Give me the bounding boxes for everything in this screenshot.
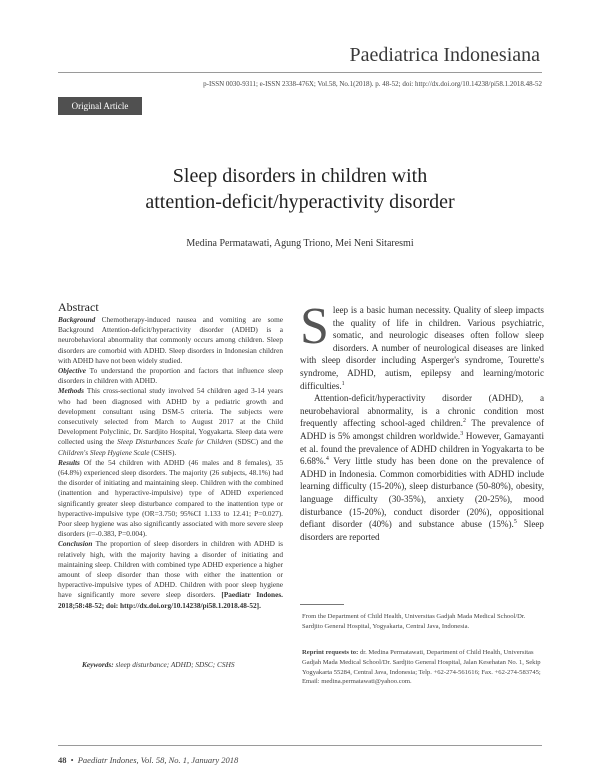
paragraph-2-text-d: Very little study has been done on the prevalence of ADHD in Indonesia. Common comorbidities with ADHD include learning difficulty (15-20%), sleep disturbance (50-80%), obesity, language difficulty (30-35%), anxiety (20-25%), mood disturbance (15-20%), conduct disorder (20%), oppositional defiant disorder (40%) and substance abuse (15%). [300,456,544,530]
reference-1: 1 [341,380,345,387]
citation-doi-link[interactable]: [Paediatr Indones. 2018;58:48-52; doi: http://dx.doi.org/10.14238/pi58.1.2018.48-52]. [58,590,283,610]
results-text: Of the 54 children with ADHD (46 males and 8 females), 35 (64.8%) experienced sleep disorders. The majority (26 subjects, 48.1%) had the disorder of initiating and maintaining sleep. Children with the combined (inattention and hyperactive-impulsive) type of ADHD experienced significantly greater sleep disturbance compared to the inattention type or hyperactive-impulsive type (OR=3.750; 95%CI 1.133 to 12.41; P=0.027). Poor sleep hygiene was also significantly associated with more severe sleep disorders (r=-0.383, P=0.004). [58,457,283,539]
paragraph-2-text-e: Sleep disorders are reported [300,519,544,542]
paragraph-1-text: leep is a basic human necessity. Quality of sleep impacts the quality of life in children. Various psychiatric, somatic, and neurologic diseases often follow sleep disorders. A number of neurological diseases are linked with sleep disorder including Asperger's syndrome, Tourette's syndrome, ADHD, autism, epilepsy and learning/motoric difficulties. [300,305,544,391]
article-title-line-1: Sleep disorders in children with [172,165,428,187]
article-type-badge: Original Article [58,97,142,115]
body-text [300,298,544,543]
abstract-conclusion [58,539,283,610]
journal-title: Paediatrica Indonesiana [349,44,540,66]
methods-text-2: (SDSC) and the [232,437,283,447]
header-divider [58,72,542,73]
abstract-methods [58,386,283,457]
footnote-reprint [302,648,542,687]
abstract-section [58,300,283,611]
conclusion-text: The proportion of sleep disorders in children with ADHD is relatively high, with the majority having a disorder of initiating and maintaining sleep. Children with combined type ADHD experience a higher amount of sleep disorder than those with either the inattention or hyperactive-impulsive types of ADHD. Children with poor sleep hygiene have significantly more severe sleep disorders. [58,539,283,600]
body-paragraph-1 [300,298,544,392]
article-title [40,163,560,215]
page-number: 48 [58,755,67,765]
objective-label: Objective [58,366,86,376]
conclusion-label: Conclusion [58,539,93,549]
methods-label: Methods [58,386,84,396]
methods-text-3: (CSHS). [149,447,177,457]
author-list: Medina Permatawati, Agung Triono, Mei Neni Sitaresmi [186,238,414,249]
footnote-affiliation: From the Department of Child Health, Universitas Gadjah Mada Medical School/Dr. Sardjito General Hospital, Yogyakarta, Central Java, Indonesia. [302,613,526,630]
reference-2: 2 [462,418,466,425]
methods-scale-1: Sleep Disturbances Scale for Children [117,437,233,447]
background-text: Chemotherapy-induced nausea and vomiting are some Background Attention-deficit/hyperactivity disorder (ADHD) is a neurobehavioral abnormality that commonly occurs among children. Sleep disorders are comorbid with ADHD. Sleep disorders in Indonesian children with ADHD have not been widely studied. [58,315,283,365]
abstract-background [58,315,283,366]
objective-text: To understand the proportion and factors that influence sleep disorders in children with ADHD. [58,366,283,386]
methods-scale-2: Children's Sleep Hygiene Scale [58,447,150,457]
citation-line: p-ISSN 0030-9311; e-ISSN 2338-476X; Vol.58, No.1(2018). p. 48-52; doi: http://dx.doi.org/10.14238/pi58.1.2018.48-52 [203,80,542,88]
methods-text-1: This cross-sectional study involved 54 children aged 3-14 years who had been diagnosed with ADHD by a pediatric growth and development consultant using DSM-5 criteria. The subjects were consecutively selected from March to August 2017 at the Child Development Polyclinic, Dr. Sardjito Hospital, Yogyakarta. Sleep data were collected using the [58,386,283,447]
background-label: Background [58,315,96,324]
keywords-label: Keywords: [82,660,114,669]
abstract-results [58,458,283,540]
reference-4: 4 [325,456,329,463]
paragraph-2-text-a: Attention-deficit/hyperactivity disorder (ADHD), a neurobehavioral abnormality, is a chronic condition most frequently affecting school-aged children. [300,393,544,429]
reprint-label: Reprint requests to: [302,649,359,656]
reference-3: 3 [460,430,464,437]
body-paragraph-2 [300,392,544,543]
article-title-line-2: attention-deficit/hyperactivity disorder [145,191,455,213]
reference-5: 5 [513,519,517,526]
footer-bullet: • [70,755,74,765]
page-footer [58,755,238,765]
keywords-text: sleep disturbance; ADHD; SDSC; CSHS [113,660,235,669]
paragraph-2-text-c: However, Gamayanti et al. found the prevalence of ADHD children in Yogyakarta to be 6.68%. [300,430,544,467]
footer-divider [58,745,542,746]
paragraph-2-text-b: The prevalence of ADHD is 5% amongst children worldwide. [300,418,544,441]
abstract-objective [58,366,283,386]
results-label: Results [58,457,80,467]
footnote-divider [300,604,344,605]
keywords [82,660,272,671]
reprint-text: dr. Medina Permatawati, Department of Child Health, Universitas Gadjah Mada Medical School/Dr. Sardjito General Hospital, Jalan Kesehatan No. 1, Sekip Yogyakarta 55284, Central Java, Indonesia; Telp. +62-274-561616; Fax. +62-274-583745; Email: medina.permatawati@yahoo.com. [302,649,541,686]
drop-cap: S [300,298,329,355]
abstract-heading: Abstract [58,300,99,314]
footer-journal-info: Paediatr Indones, Vol. 58, No. 1, January 2018 [77,755,239,765]
